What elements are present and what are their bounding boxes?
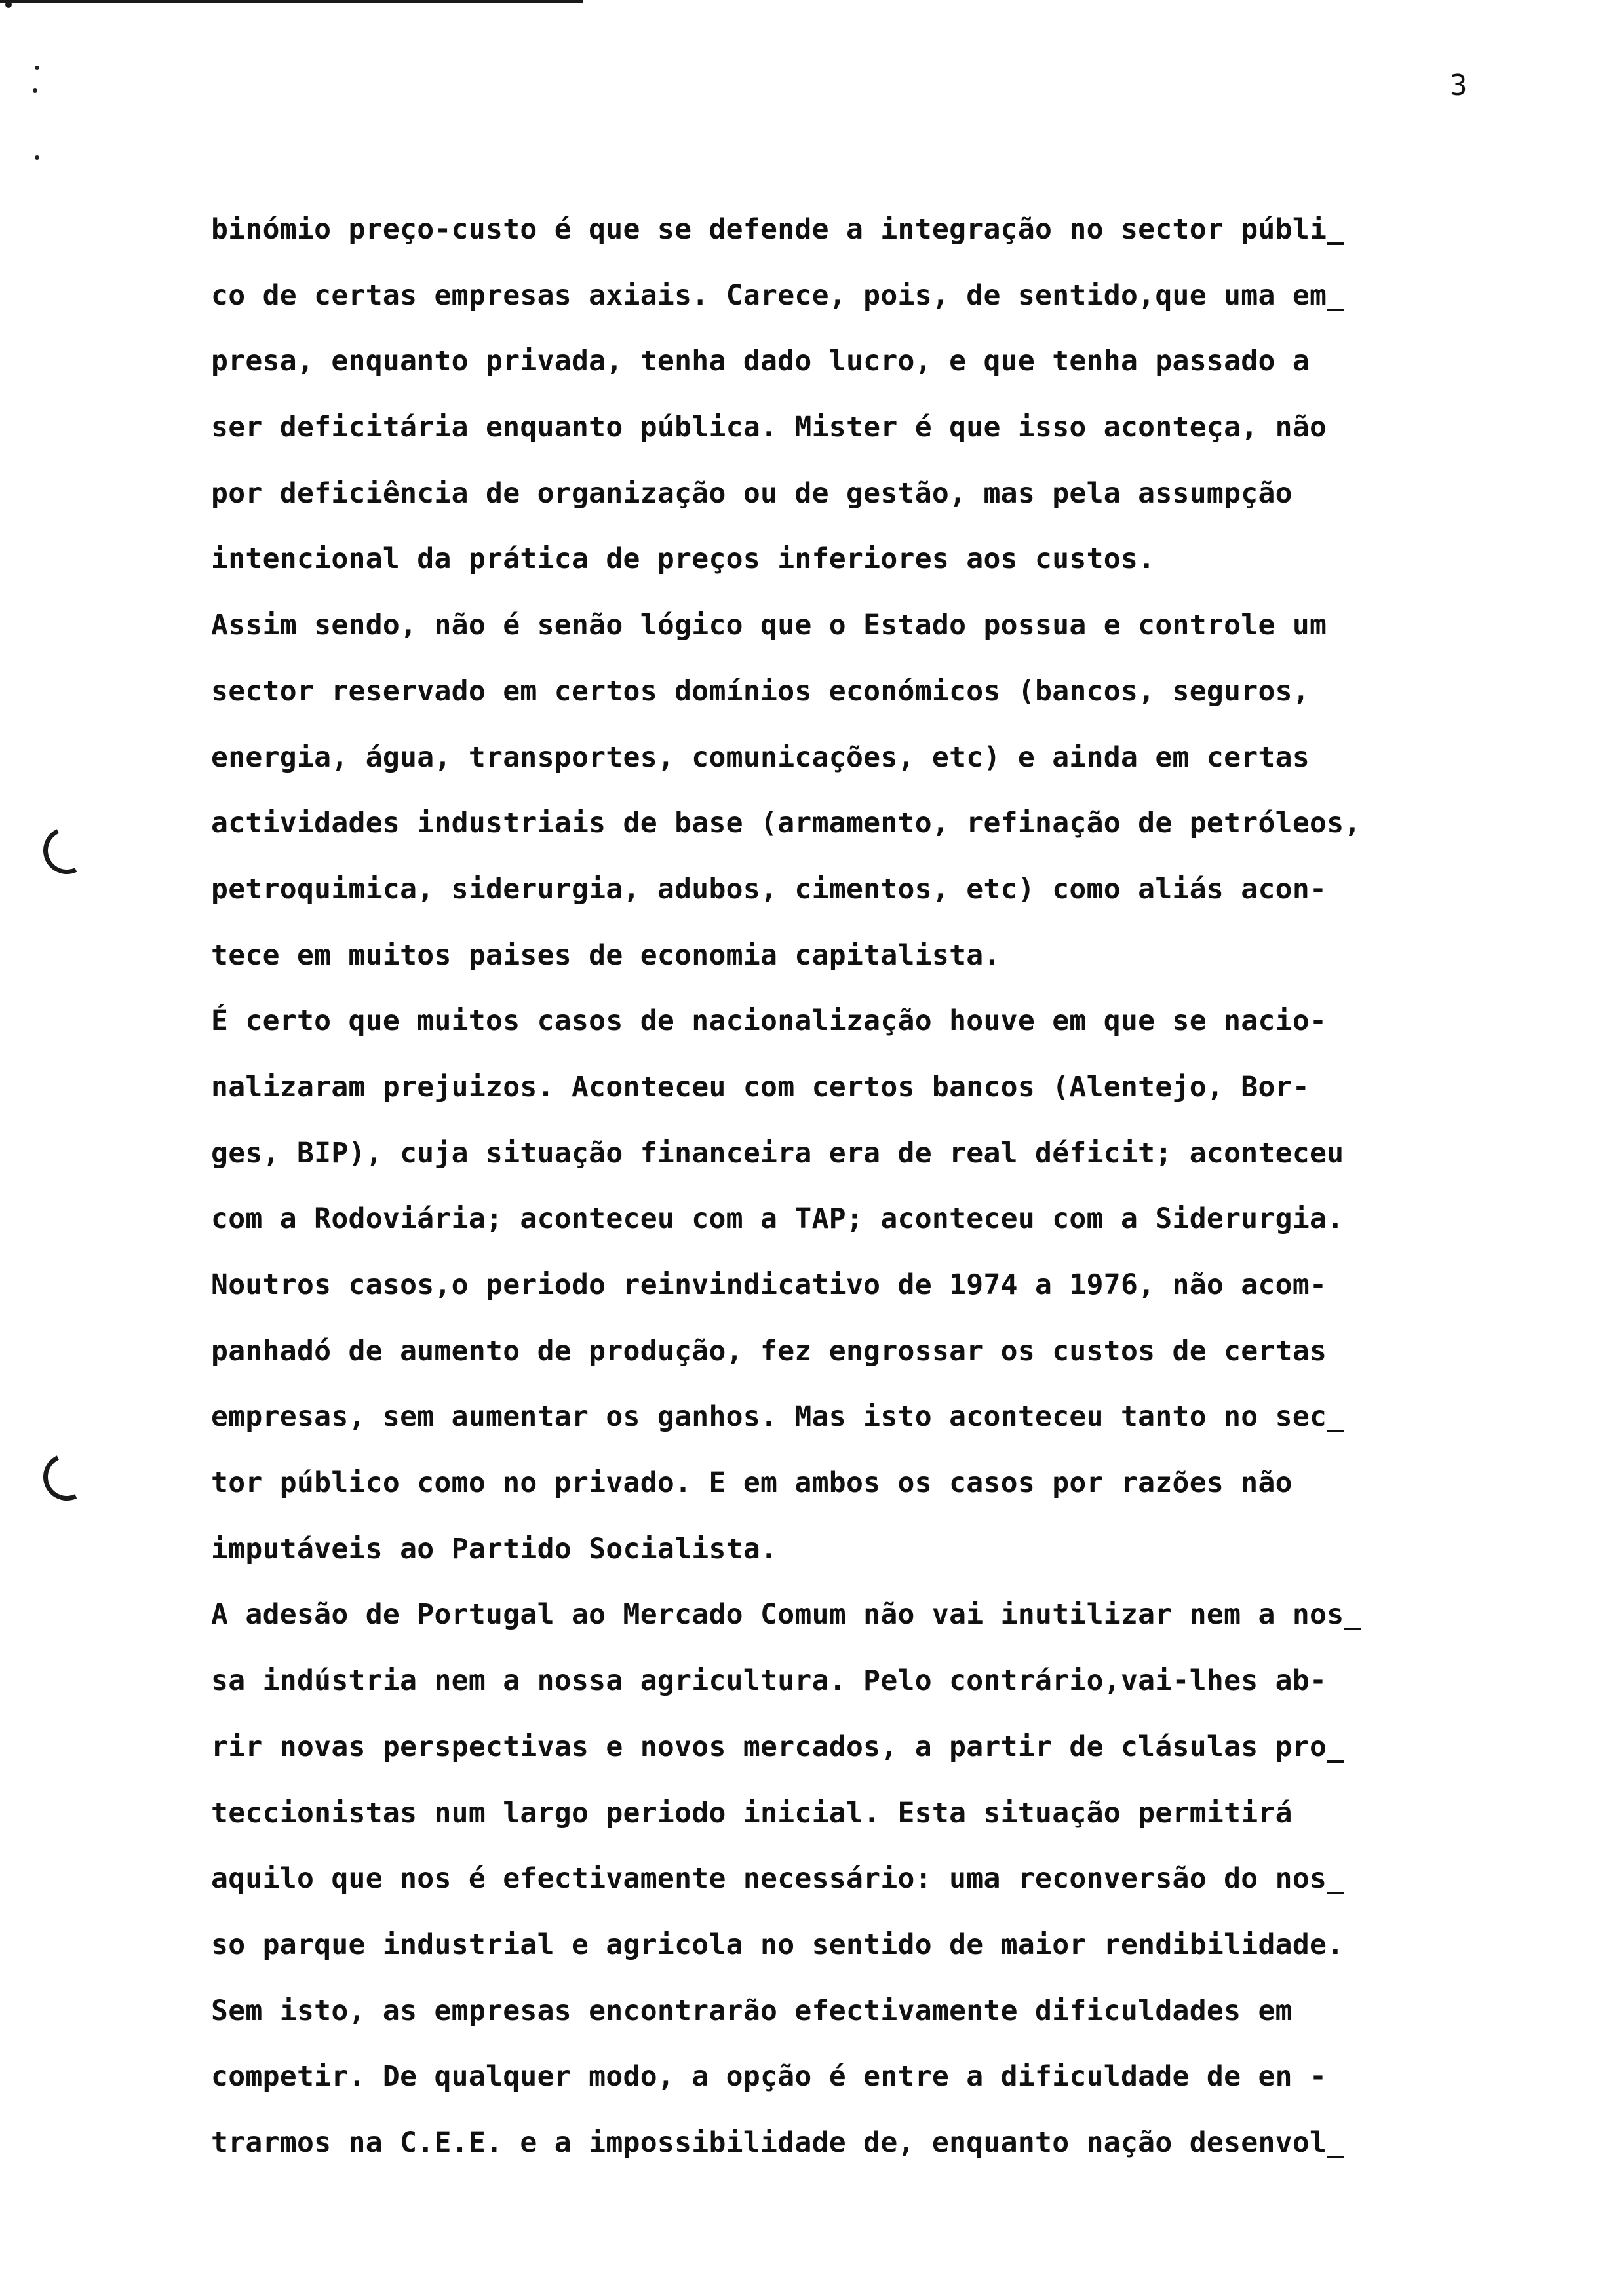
text-line: Assim sendo, não é senão lógico que o Estado possua e controle um [211,609,1327,642]
text-line: tor público como no privado. E em ambos os casos por razões não [211,1466,1293,1500]
margin-dot [35,155,39,160]
text-line: binómio preço-custo é que se defende a integração no sector públi_ [211,213,1344,246]
top-rule [0,0,583,3]
text-line: com a Rodoviária; aconteceu com a TAP; aconteceu com a Siderurgia. [211,1202,1344,1236]
text-line: trarmos na C.E.E. e a impossibilidade de, enquanto nação desenvol_ [211,2126,1344,2159]
punch-hole-mark [37,820,97,881]
page-number: 3 [1450,69,1468,102]
text-line: Sem isto, as empresas encontrarão efectivamente dificuldades em [211,1994,1293,2027]
text-line: Noutros casos,o periodo reinvindicativo de 1974 a 1976, não acom- [211,1269,1327,1301]
text-line: nalizaram prejuizos. Aconteceu com certos bancos (Alentejo, Bor- [211,1070,1310,1103]
text-line: so parque industrial e agricola no sentido de maior rendibilidade. [211,1928,1344,1961]
text-line: por deficiência de organização ou de gestão, mas pela assumpção [211,476,1293,510]
text-line: ser deficitária enquanto pública. Mister é que isso aconteça, não [211,411,1327,444]
text-line: competir. De qualquer modo, a opção é entre a dificuldade de en - [211,2060,1327,2094]
margin-dot [35,66,39,70]
text-line: empresas, sem aumentar os ganhos. Mas isto aconteceu tanto no sec_ [211,1400,1344,1434]
body-text [211,197,1535,2176]
text-line: presa, enquanto privada, tenha dado lucro, e que tenha passado a [211,345,1310,378]
text-line: petroquimica, siderurgia, adubos, cimentos, etc) como aliás acon- [211,872,1327,906]
text-line: imputáveis ao Partido Socialista. [211,1532,778,1565]
text-line: ges, BIP), cuja situação financeira era de real déficit; aconteceu [211,1136,1344,1170]
text-line: intencional da prática de preços inferiores aos custos. [211,543,1156,576]
text-line: A adesão de Portugal ao Mercado Comum não vai inutilizar nem a nos_ [211,1598,1361,1632]
text-line: aquilo que nos é efectivamente necessário: uma reconversão do nos_ [211,1862,1344,1896]
text-line: energia, água, transportes, comunicações, etc) e ainda em certas [211,740,1310,774]
text-line: actividades industriais de base (armamento, refinação de petróleos, [211,807,1361,840]
text-line: tece em muitos paises de economia capitalista. [211,938,1001,972]
margin-dot [33,88,37,93]
text-line: rir novas perspectivas e novos mercados, a partir de clásulas pro_ [211,1730,1344,1763]
text-line: É certo que muitos casos de nacionalização houve em que se nacio- [211,1004,1327,1038]
text-line: panhadó de aumento de produção, fez engrossar os custos de certas [211,1334,1327,1368]
text-line: sa indústria nem a nossa agricultura. Pelo contrário,vai-lhes ab- [211,1664,1327,1698]
text-line: teccionistas num largo periodo inicial. Esta situação permitirá [211,1796,1293,1829]
punch-hole-mark [37,1447,97,1507]
text-line: co de certas empresas axiais. Carece, pois, de sentido,que uma em_ [211,278,1344,312]
text-line: sector reservado em certos domínios económicos (bancos, seguros, [211,674,1310,708]
